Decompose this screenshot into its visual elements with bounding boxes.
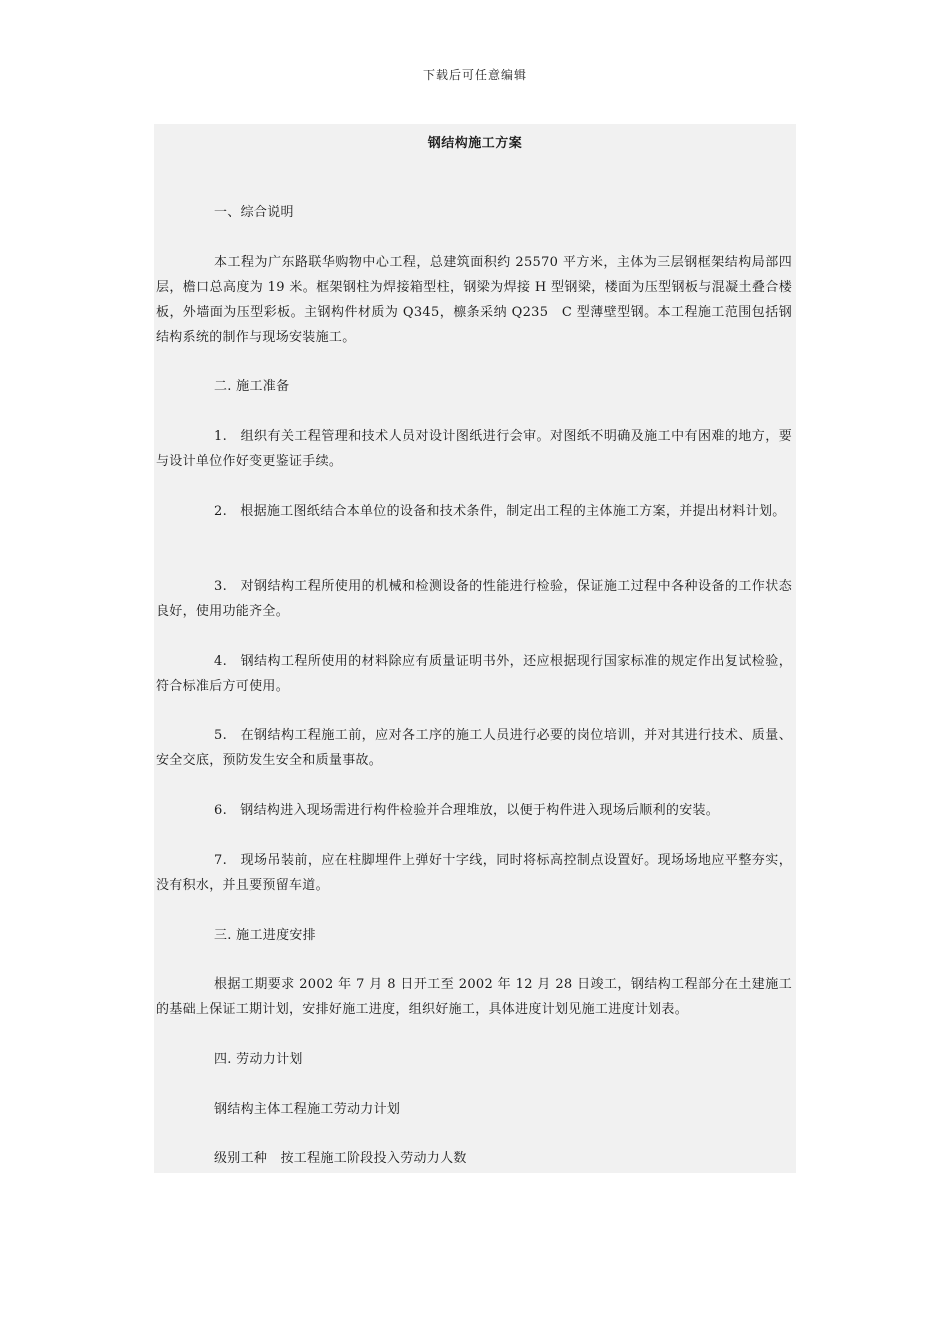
list-item-preparation-3: 3. 对钢结构工程所使用的机械和检测设备的性能进行检验，保证施工过程中各种设备的工作状态良好，使用功能齐全。 [156,579,792,619]
list-item-preparation-5: 5. 在钢结构工程施工前，应对各工序的施工人员进行必要的岗位培训，并对其进行技术、质量、安全交底，预防发生安全和质量事故。 [156,728,792,768]
paragraph-general-description: 本工程为广东路联华购物中心工程，总建筑面积约 25570 平方米，主体为三层钢框架结构局部四层，檐口总高度为 19 米。框架钢柱为焊接箱型柱，钢梁为焊接 H 型钢梁，楼面为压型钢板与混凝土叠合楼板，外墙面为压型彩板。主钢构件材质为 Q345，檩条采纳 Q235 C 型薄壁型钢。本工程施工范围包括钢结构系统的制作与现场安装施工。 [156,255,792,345]
list-item-preparation-7: 7. 现场吊装前，应在柱脚埋件上弹好十字线，同时将标高控制点设置好。现场场地应平整夯实，没有积水，并且要预留车道。 [156,853,792,893]
section-heading-labor: 四. 劳动力计划 [214,1052,303,1067]
section-heading-preparation: 二. 施工准备 [214,379,290,394]
list-item-preparation-6: 6. 钢结构进入现场需进行构件检验并合理堆放，以便于构件进入现场后顺利的安装。 [214,803,720,818]
list-item-preparation-2: 2. 根据施工图纸结合本单位的设备和技术条件，制定出工程的主体施工方案，并提出材料计划。 [214,504,786,519]
document-body [154,124,796,1173]
paragraph-labor-plan-title: 钢结构主体工程施工劳动力计划 [214,1102,401,1117]
list-item-preparation-4: 4. 钢结构工程所使用的材料除应有质量证明书外，还应根据现行国家标准的规定作出复试检验，符合标准后方可使用。 [156,654,792,694]
paragraph-labor-table-header: 级别工种 按工程施工阶段投入劳动力人数 [214,1151,467,1166]
document-title: 钢结构施工方案 [427,136,523,151]
paragraph-schedule-description: 根据工期要求 2002 年 7 月 8 日开工至 2002 年 12 月 28 日竣工，钢结构工程部分在土建施工的基础上保证工期计划，安排好施工进度，组织好施工，具体进度计划见施工进度计划表。 [156,977,792,1017]
page-header-note: 下载后可任意编辑 [422,68,527,82]
section-heading-general: 一、综合说明 [214,205,294,220]
section-heading-schedule: 三. 施工进度安排 [214,928,316,943]
list-item-preparation-1: 1. 组织有关工程管理和技术人员对设计图纸进行会审。对图纸不明确及施工中有困难的地方，要与设计单位作好变更鉴证手续。 [156,429,792,469]
